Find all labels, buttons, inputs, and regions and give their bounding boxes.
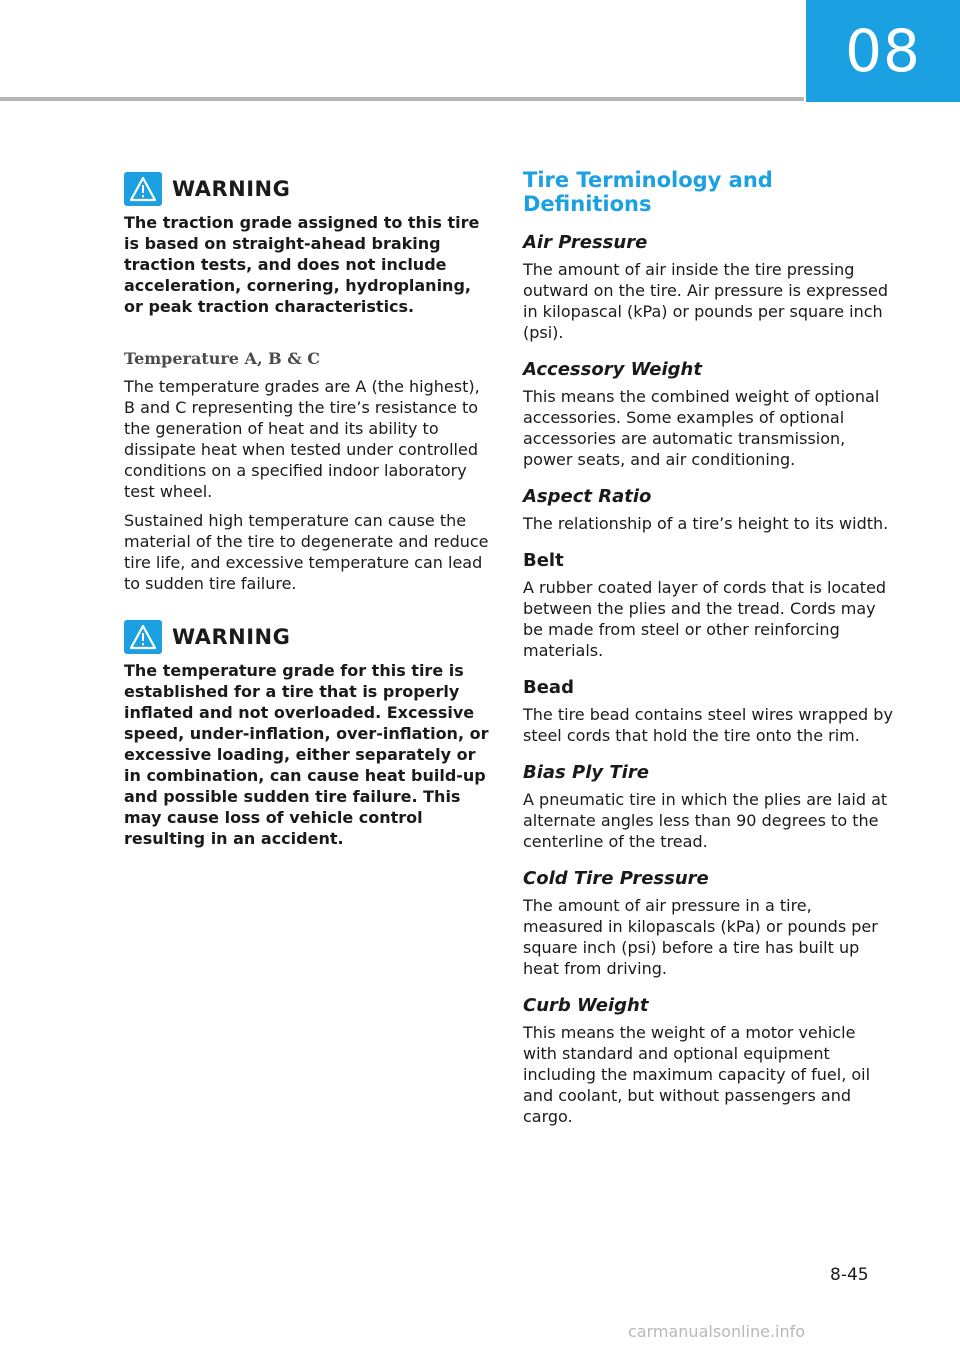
warning-box-temperature [124, 620, 492, 849]
warning-title: WARNING [172, 625, 291, 649]
warning-triangle-icon [124, 172, 162, 206]
warning-title: WARNING [172, 177, 291, 201]
definition-accessory-weight: This means the combined weight of optional accessories. Some examples of optional accessories are automatic transmission, power seats, and air conditioning. [523, 387, 880, 469]
warning-text: The traction grade assigned to this tire is based on straight-ahead braking traction tests, and does not include acceleration, cornering, hydroplaning, or peak traction characteristics. [124, 213, 480, 316]
warning-triangle-icon [124, 620, 162, 654]
term-aspect-ratio: Aspect Ratio [523, 486, 652, 507]
definition-air-pressure: The amount of air inside the tire pressing outward on the tire. Air pressure is expressed in kilopascal (kPa) or pounds per square inch (psi). [523, 260, 888, 342]
definition-belt: A rubber coated layer of cords that is located between the plies and the tread. Cords may be made from steel or other reinforcing materials. [523, 578, 887, 660]
left-column [124, 172, 492, 849]
definition-bias-ply-tire: A pneumatic tire in which the plies are laid at alternate angles less than 90 degrees to the centerline of the tread. [523, 790, 888, 851]
term-cold-tire-pressure: Cold Tire Pressure [523, 868, 709, 889]
temperature-heading: Temperature A, B & C [124, 349, 320, 368]
definition-aspect-ratio: The relationship of a tire’s height to its width. [523, 514, 889, 533]
definition-cold-tire-pressure: The amount of air pressure in a tire, measured in kilopascals (kPa) or pounds per square inch (psi) before a tire has built up heat from driving. [523, 896, 878, 978]
term-bead: Bead [523, 677, 574, 698]
warning-header [124, 620, 492, 654]
term-curb-weight: Curb Weight [523, 995, 649, 1016]
temperature-paragraph: The temperature grades are A (the highest), B and C representing the tire’s resistance to the generation of heat and its ability to dissipate heat when tested under controlled conditions on a specified indoor laboratory test wheel. [124, 377, 480, 501]
warning-text: The temperature grade for this tire is established for a tire that is properly inflated and not overloaded. Excessive speed, under-inflation, over-inflation, or excessive loading, either separately or in combination, can cause heat build-up and possible sudden tire failure. This may cause loss of vehicle control resulting in an accident. [124, 661, 489, 848]
watermark: carmanualsonline.info [628, 1322, 806, 1341]
definition-curb-weight: This means the weight of a motor vehicle with standard and optional equipment including the maximum capacity of fuel, oil and coolant, but without passengers and cargo. [523, 1023, 871, 1126]
term-bias-ply-tire: Bias Ply Tire [523, 762, 649, 783]
term-air-pressure: Air Pressure [523, 232, 648, 253]
term-accessory-weight: Accessory Weight [523, 359, 702, 380]
page-number: 8-45 [830, 1265, 869, 1285]
header-rule [0, 97, 804, 101]
term-belt: Belt [523, 550, 564, 571]
warning-box-traction [124, 172, 492, 317]
right-column [523, 168, 893, 1143]
warning-header [124, 172, 492, 206]
temperature-paragraph: Sustained high temperature can cause the material of the tire to degenerate and reduce tire life, and excessive temperature can lead to sudden tire failure. [124, 511, 489, 593]
chapter-tab: 08 [806, 0, 960, 102]
definition-bead: The tire bead contains steel wires wrapped by steel cords that hold the tire onto the rim. [523, 705, 893, 745]
section-title: Tire Terminology and Definitions [523, 168, 773, 216]
